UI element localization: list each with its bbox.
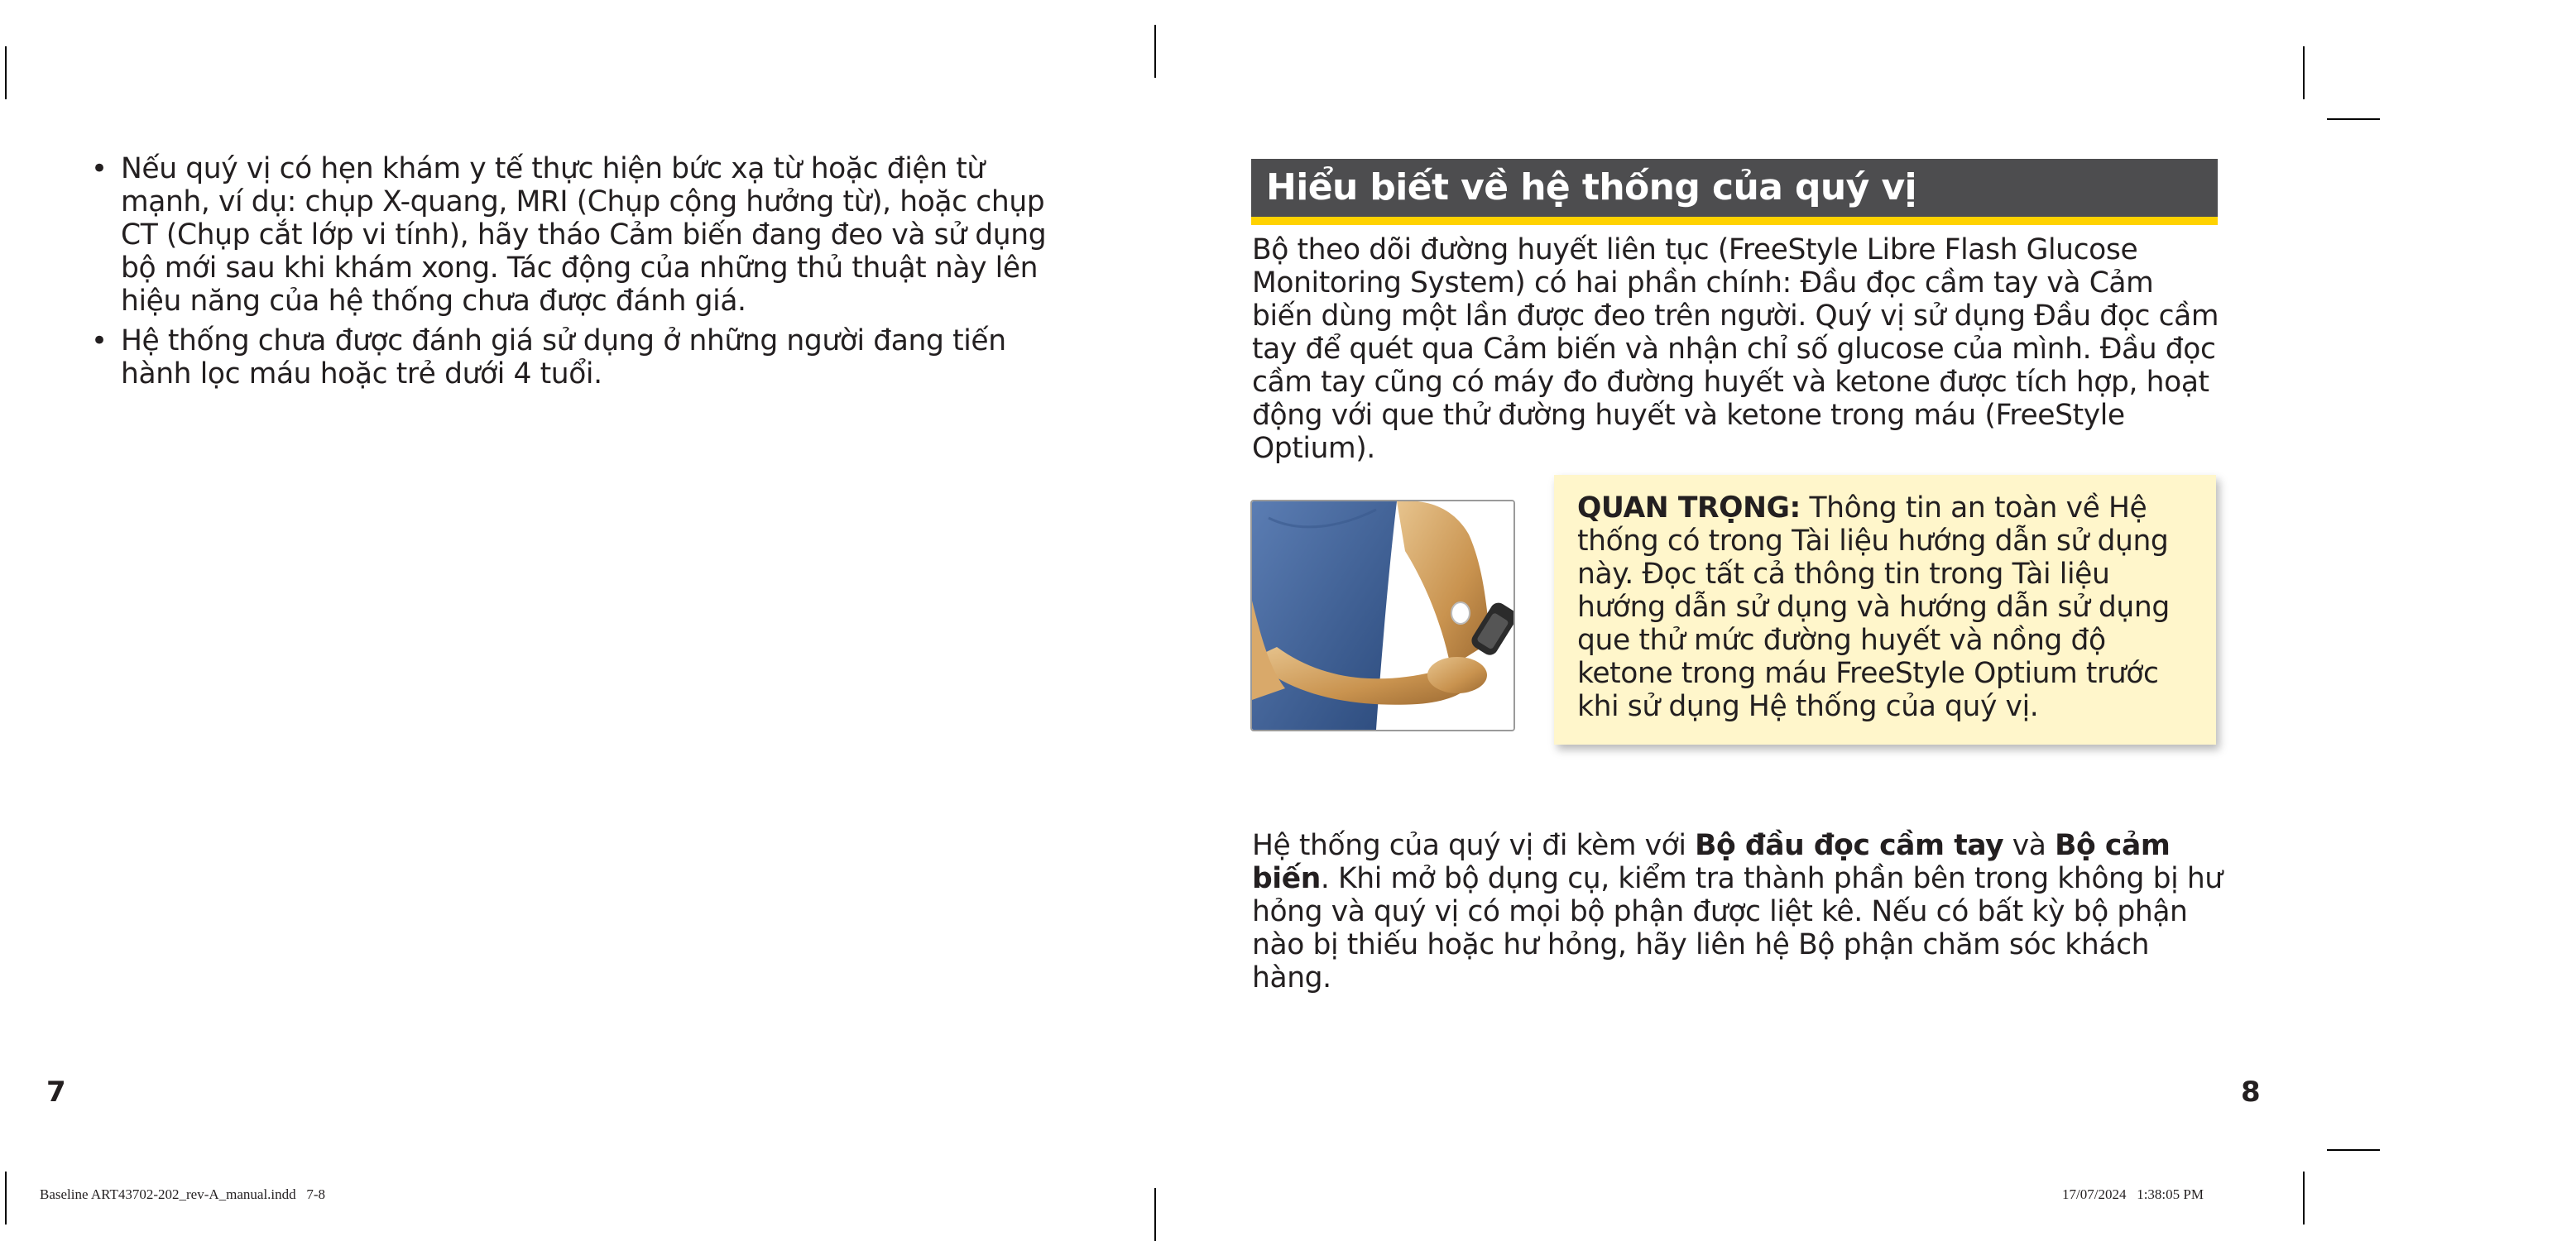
left-page-content [83,152,1055,397]
list-item [83,152,1055,318]
list-item [83,324,1055,391]
bullet-icon: • [91,324,108,357]
arm-scan-icon [1252,501,1513,730]
important-label: QUAN TRỌNG: [1577,491,1801,525]
section-title: Hiểu biết về hệ thống của quý vị [1266,166,1917,208]
list-item-text: Nếu quý vị có hẹn khám y tế thực hiện bức xạ từ hoặc điện từ mạnh, ví dụ: chụp X-quang, MRI (Chụp cộng hưởng từ), hoặc chụp CT (Chụp cắt lớp vi tính), hãy tháo Cảm biến đang đeo và sử dụng bộ mới sau khi khám xong. Tác động của những thủ thuật này lên hiệu năng của hệ thống chưa được đánh giá. [121,152,1047,318]
sensor-kit-term: Bộ cảm biến [1252,829,2171,895]
section-heading-bar [1251,159,2218,225]
page-number-left: 7 [46,1076,66,1109]
crop-mark [1154,25,1156,78]
reader-kit-term: Bộ đầu đọc cầm tay [1695,829,2004,862]
crop-mark [1154,1188,1156,1241]
list-item-text: Hệ thống chưa được đánh giá sử dụng ở những người đang tiến hành lọc máu hoặc trẻ dưới 4 tuổi. [121,324,1006,391]
slug-filename: Baseline ART43702-202_rev-A_manual.indd 7-8 [40,1186,326,1202]
page-number-right: 8 [2241,1076,2261,1109]
slug-timestamp: 17/07/2024 1:38:05 PM [2062,1186,2204,1202]
kit-text: và [2003,829,2056,862]
important-notice [1577,491,2193,723]
sensor-on-arm-illustration [1250,500,1515,731]
crop-mark [2303,1172,2305,1224]
crop-mark [2303,46,2305,99]
intro-paragraph: Bộ theo dõi đường huyết liên tục (FreeStyle Libre Flash Glucose Monitoring System) có hai phần chính: Đầu đọc cầm tay và Cảm biến dùng một lần được đeo trên người. Quý vị sử dụng Đầu đọc cầm tay để quét qua Cảm biến và nhận chỉ số glucose của mình. Đầu đọc cầm tay cũng có máy đo đường huyết và ketone được tích hợp, hoạt động với que thử đường huyết và ketone trong máu (FreeStyle Optium). [1252,233,2219,465]
crop-mark [2327,1149,2380,1151]
crop-mark [5,1172,7,1224]
kit-text: . Khi mở bộ dụng cụ, kiểm tra thành phần bên trong không bị hư hỏng và quý vị có mọi bộ phận được liệt kê. Nếu có bất kỳ bộ phận nào bị thiếu hoặc hư hỏng, hãy liên hệ Bộ phận chăm sóc khách hàng. [1252,862,2223,994]
important-notice-box [1554,475,2216,745]
kit-contents-paragraph [1252,829,2228,994]
bullet-icon: • [91,152,108,185]
kit-text: Hệ thống của quý vị đi kèm với [1252,829,1696,862]
crop-mark [2327,118,2380,120]
bullet-list [83,152,1055,391]
crop-mark [5,46,7,99]
important-text: Thông tin an toàn về Hệ thống có trong Tài liệu hướng dẫn sử dụng này. Đọc tất cả thông tin trong Tài liệu hướng dẫn sử dụng và hướng dẫn sử dụng que thử mức đường huyết và nồng độ ketone trong máu FreeStyle Optium trước khi sử dụng Hệ thống của quý vị. [1577,491,2170,723]
